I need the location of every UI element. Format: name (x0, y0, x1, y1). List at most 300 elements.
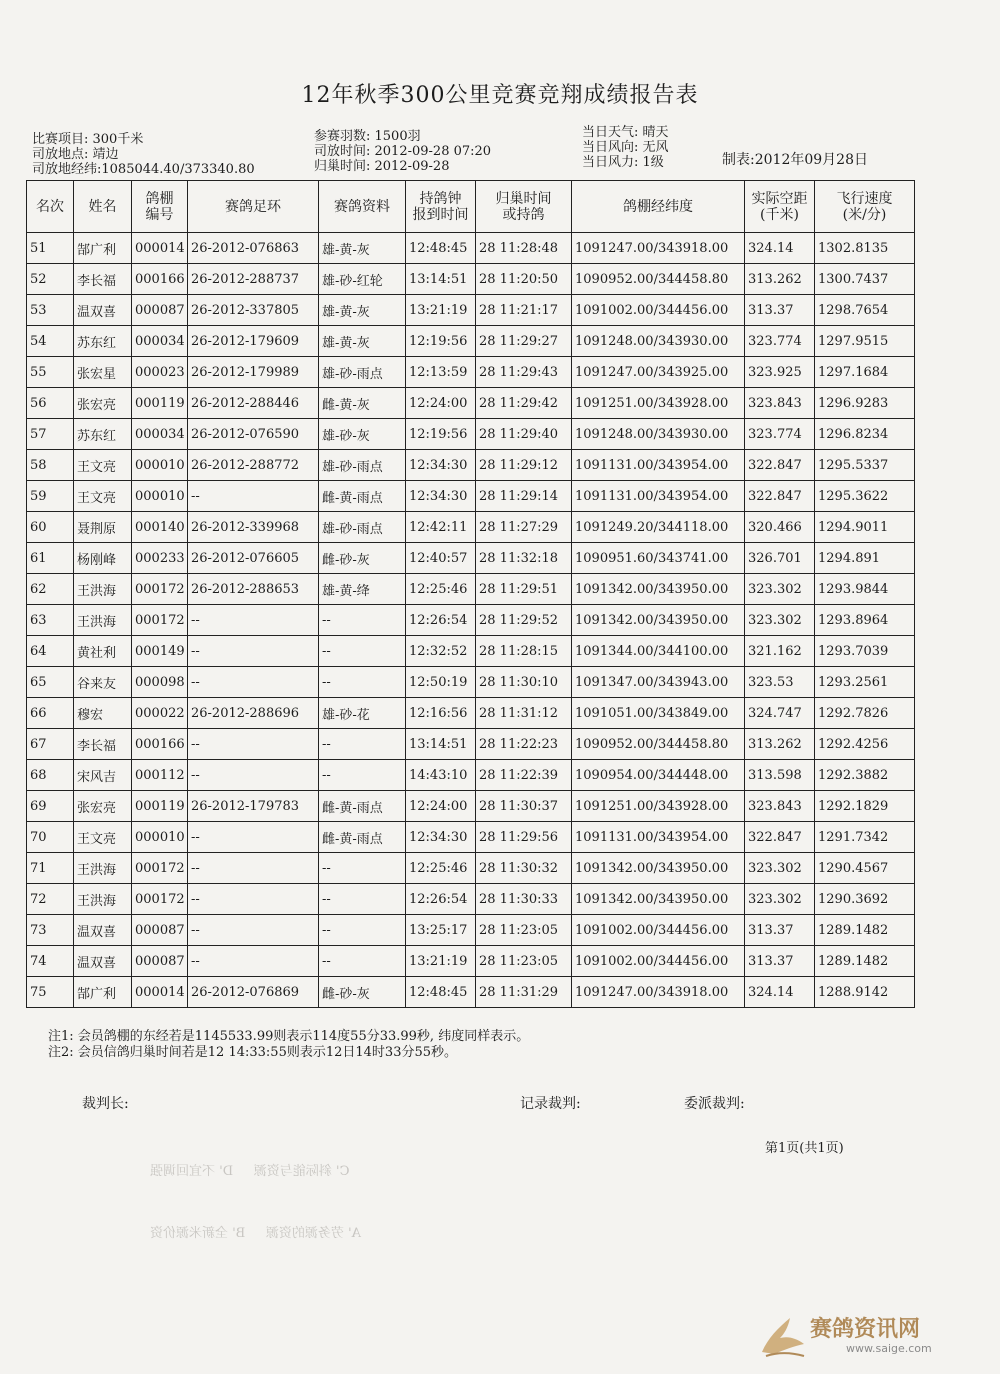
column-header: 赛鸽足环 (188, 181, 319, 233)
table-cell: 张宏亮 (74, 791, 132, 822)
watermark-url: www.saige.com (846, 1342, 932, 1355)
table-cell: 王洪海 (74, 574, 132, 605)
release-place: 司放地点: 靖边 (32, 147, 119, 162)
table-cell: 65 (27, 667, 74, 698)
table-cell: 1288.9142 (815, 977, 915, 1008)
table-cell: 1091342.00/343950.00 (572, 574, 745, 605)
report-title: 12年秋季300公里竞赛竞翔成绩报告表 (301, 83, 699, 108)
table-cell: 000172 (132, 574, 188, 605)
table-cell: 1300.7437 (815, 264, 915, 295)
table-cell: 温双喜 (74, 295, 132, 326)
table-cell: 李长福 (74, 264, 132, 295)
table-cell: 1298.7654 (815, 295, 915, 326)
table-cell: 穆宏 (74, 698, 132, 729)
table-cell: 26-2012-288696 (188, 698, 319, 729)
table-cell: 66 (27, 698, 74, 729)
table-header-row (27, 181, 915, 233)
table-cell: 12:24:00 (406, 791, 476, 822)
table-cell: 55 (27, 357, 74, 388)
table-cell: 28 11:27:29 (476, 512, 572, 543)
release-coordinates: 司放地经纬:1085044.40/373340.80 (32, 162, 255, 177)
table-cell: 1295.3622 (815, 481, 915, 512)
table-cell: -- (319, 667, 406, 698)
table-cell: 1296.8234 (815, 419, 915, 450)
table-cell: 000087 (132, 946, 188, 977)
table-cell: 323.302 (745, 884, 815, 915)
table-cell: 326.701 (745, 543, 815, 574)
table-cell: 323.774 (745, 419, 815, 450)
table-cell: 1297.1684 (815, 357, 915, 388)
table-row (27, 791, 915, 822)
table-cell: -- (188, 915, 319, 946)
table-cell: 13:21:19 (406, 946, 476, 977)
table-cell: 000140 (132, 512, 188, 543)
table-cell: 张宏亮 (74, 388, 132, 419)
table-cell: 000014 (132, 233, 188, 264)
table-cell: 1297.9515 (815, 326, 915, 357)
table-cell: 28 11:29:40 (476, 419, 572, 450)
table-cell: -- (188, 884, 319, 915)
table-cell: 323.53 (745, 667, 815, 698)
table-cell: 12:24:00 (406, 388, 476, 419)
table-cell: 1090952.00/344458.80 (572, 264, 745, 295)
table-cell: -- (319, 605, 406, 636)
table-cell: 323.843 (745, 791, 815, 822)
table-cell: 12:42:11 (406, 512, 476, 543)
table-cell: 1090952.00/344458.80 (572, 729, 745, 760)
table-cell: 28 11:29:56 (476, 822, 572, 853)
table-cell: -- (319, 760, 406, 791)
table-cell: 28 11:30:37 (476, 791, 572, 822)
table-cell: -- (188, 729, 319, 760)
table-cell: 黄社利 (74, 636, 132, 667)
table-cell: 温双喜 (74, 915, 132, 946)
table-cell: 13:14:51 (406, 729, 476, 760)
table-cell: 1091248.00/343930.00 (572, 419, 745, 450)
table-cell: 1294.891 (815, 543, 915, 574)
table-cell: 75 (27, 977, 74, 1008)
table-row (27, 853, 915, 884)
entry-count: 参赛羽数: 1500羽 (314, 129, 421, 144)
table-cell: 1302.8135 (815, 233, 915, 264)
table-cell: 28 11:23:05 (476, 946, 572, 977)
table-cell: 000010 (132, 450, 188, 481)
table-cell: 1289.1482 (815, 946, 915, 977)
table-cell: 1091248.00/343930.00 (572, 326, 745, 357)
table-cell: 雄-黄-灰 (319, 233, 406, 264)
table-cell: -- (188, 605, 319, 636)
table-cell: 12:16:56 (406, 698, 476, 729)
table-cell: 67 (27, 729, 74, 760)
column-header: 赛鸽资料 (319, 181, 406, 233)
table-cell: 323.302 (745, 605, 815, 636)
table-cell: 000087 (132, 295, 188, 326)
table-row (27, 822, 915, 853)
table-cell: 1091251.00/343928.00 (572, 791, 745, 822)
table-cell: 324.747 (745, 698, 815, 729)
table-cell: 1294.9011 (815, 512, 915, 543)
table-row (27, 326, 915, 357)
table-cell: 28 11:29:42 (476, 388, 572, 419)
table-cell: 26-2012-288772 (188, 450, 319, 481)
table-cell: 1291.7342 (815, 822, 915, 853)
table-cell: 26-2012-179783 (188, 791, 319, 822)
table-cell: -- (188, 822, 319, 853)
table-cell: 323.302 (745, 574, 815, 605)
table-cell: 1295.5337 (815, 450, 915, 481)
table-cell: 雄-砂-花 (319, 698, 406, 729)
table-cell: 51 (27, 233, 74, 264)
table-cell: -- (188, 760, 319, 791)
table-cell: 26-2012-337805 (188, 295, 319, 326)
table-cell: 1090954.00/344448.00 (572, 760, 745, 791)
table-cell: 000149 (132, 636, 188, 667)
pigeon-logo-icon (758, 1308, 808, 1360)
table-cell: 322.847 (745, 450, 815, 481)
table-row (27, 295, 915, 326)
note-1: 注1: 会员鸽棚的东经若是1145533.99则表示114度55分33.99秒, 纬度同样表示。 (48, 1029, 530, 1044)
table-cell: 28 11:30:32 (476, 853, 572, 884)
table-cell: 26-2012-076863 (188, 233, 319, 264)
table-cell: 12:19:56 (406, 419, 476, 450)
table-cell: 雌-黄-灰 (319, 388, 406, 419)
table-cell: 1091247.00/343918.00 (572, 233, 745, 264)
table-cell: 郜广利 (74, 977, 132, 1008)
results-table (26, 180, 915, 1008)
table-cell: 12:48:45 (406, 233, 476, 264)
table-cell: 26-2012-288653 (188, 574, 319, 605)
table-cell: 321.162 (745, 636, 815, 667)
table-cell: -- (188, 667, 319, 698)
meta-time-info (314, 129, 491, 174)
table-body (27, 233, 915, 1008)
table-cell: 61 (27, 543, 74, 574)
table-cell: 1091247.00/343918.00 (572, 977, 745, 1008)
table-cell: 73 (27, 915, 74, 946)
recorder-judge-label: 记录裁判: (520, 1096, 581, 1112)
table-cell: 1091247.00/343925.00 (572, 357, 745, 388)
table-cell: 323.843 (745, 388, 815, 419)
table-cell: 313.37 (745, 295, 815, 326)
table-cell: 雌-黄-雨点 (319, 822, 406, 853)
table-row (27, 574, 915, 605)
table-cell: 苏东红 (74, 326, 132, 357)
column-header: 持鸽钟 报到时间 (406, 181, 476, 233)
show-through-text: C' 斜际能与资源 D' 不宜回调强 (150, 1164, 350, 1179)
wind-direction: 当日风向: 无风 (582, 140, 669, 155)
table-cell: 雄-砂-灰 (319, 419, 406, 450)
table-cell: 12:26:54 (406, 884, 476, 915)
column-header: 鸽棚经纬度 (572, 181, 745, 233)
table-cell: 28 11:28:48 (476, 233, 572, 264)
table-row (27, 946, 915, 977)
table-cell: -- (319, 636, 406, 667)
table-cell: 56 (27, 388, 74, 419)
table-cell: 1090951.60/343741.00 (572, 543, 745, 574)
table-cell: 雄-黄-灰 (319, 295, 406, 326)
table-row (27, 233, 915, 264)
table-row (27, 729, 915, 760)
table-cell: 64 (27, 636, 74, 667)
race-item: 比赛项目: 300千米 (32, 132, 144, 147)
table-cell: 1091051.00/343849.00 (572, 698, 745, 729)
table-cell: 313.37 (745, 915, 815, 946)
table-row (27, 698, 915, 729)
table-row (27, 667, 915, 698)
column-header: 名次 (27, 181, 74, 233)
table-cell: 68 (27, 760, 74, 791)
table-cell: 28 11:29:43 (476, 357, 572, 388)
release-time: 司放时间: 2012-09-28 07:20 (314, 144, 492, 159)
table-cell: 000119 (132, 791, 188, 822)
table-cell: 王洪海 (74, 853, 132, 884)
meta-race-info (32, 132, 255, 177)
site-watermark (758, 1308, 968, 1362)
table-row (27, 760, 915, 791)
table-cell: 26-2012-179989 (188, 357, 319, 388)
note-2: 注2: 会员信鸽归巢时间若是12 14:33:55则表示12日14时33分55秒。 (48, 1045, 458, 1060)
return-time: 归巢时间: 2012-09-28 (314, 159, 450, 174)
table-cell: 12:13:59 (406, 357, 476, 388)
table-cell: 58 (27, 450, 74, 481)
table-cell: 000010 (132, 481, 188, 512)
table-cell: 1293.2561 (815, 667, 915, 698)
table-cell: 28 11:21:17 (476, 295, 572, 326)
table-cell: 13:14:51 (406, 264, 476, 295)
table-cell: 313.37 (745, 946, 815, 977)
table-cell: 1293.7039 (815, 636, 915, 667)
table-cell: 雌-砂-灰 (319, 543, 406, 574)
table-cell: 雌-黄-雨点 (319, 791, 406, 822)
table-cell: 324.14 (745, 233, 815, 264)
table-cell: 000023 (132, 357, 188, 388)
table-cell: 李长福 (74, 729, 132, 760)
table-cell: 320.466 (745, 512, 815, 543)
notes (48, 1029, 529, 1061)
table-cell: 1091002.00/344456.00 (572, 946, 745, 977)
table-cell: 1091131.00/343954.00 (572, 481, 745, 512)
table-cell: 1091342.00/343950.00 (572, 853, 745, 884)
table-cell: 62 (27, 574, 74, 605)
table-cell: 000166 (132, 729, 188, 760)
table-cell: 000014 (132, 977, 188, 1008)
table-cell: 1292.7826 (815, 698, 915, 729)
table-cell: 雄-黄-绛 (319, 574, 406, 605)
table-cell: 59 (27, 481, 74, 512)
watermark-name: 赛鸽资讯网 (810, 1317, 921, 1342)
table-cell: 28 11:32:18 (476, 543, 572, 574)
table-row (27, 884, 915, 915)
table-cell: 28 11:22:23 (476, 729, 572, 760)
table-cell: 28 11:28:15 (476, 636, 572, 667)
table-cell: 13:21:19 (406, 295, 476, 326)
table-cell: 1292.3882 (815, 760, 915, 791)
table-cell: -- (319, 884, 406, 915)
table-cell: 000172 (132, 884, 188, 915)
table-cell: 000087 (132, 915, 188, 946)
table-cell: 1091131.00/343954.00 (572, 822, 745, 853)
table-cell: 王文亮 (74, 822, 132, 853)
table-cell: 12:26:54 (406, 605, 476, 636)
table-cell: 14:43:10 (406, 760, 476, 791)
table-cell: 1091002.00/344456.00 (572, 915, 745, 946)
table-cell: 王洪海 (74, 605, 132, 636)
table-cell: 12:34:30 (406, 481, 476, 512)
table-cell: 323.302 (745, 853, 815, 884)
table-cell: 12:34:30 (406, 450, 476, 481)
table-cell: 72 (27, 884, 74, 915)
table-cell: 28 11:22:39 (476, 760, 572, 791)
table-cell: 28 11:31:12 (476, 698, 572, 729)
table-cell: 1091347.00/343943.00 (572, 667, 745, 698)
table-row (27, 450, 915, 481)
table-cell: 1091342.00/343950.00 (572, 884, 745, 915)
table-cell: -- (319, 946, 406, 977)
table-cell: 王文亮 (74, 450, 132, 481)
weather: 当日天气: 晴天 (582, 125, 669, 140)
table-cell: 322.847 (745, 481, 815, 512)
table-cell: 26-2012-339968 (188, 512, 319, 543)
column-header: 鸽棚 编号 (132, 181, 188, 233)
table-cell: -- (319, 853, 406, 884)
table-cell: 1290.4567 (815, 853, 915, 884)
table-cell: 12:32:52 (406, 636, 476, 667)
table-cell: 28 11:30:33 (476, 884, 572, 915)
table-cell: 苏东红 (74, 419, 132, 450)
table-cell: 杨刚峰 (74, 543, 132, 574)
table-cell: 1292.4256 (815, 729, 915, 760)
table-row (27, 357, 915, 388)
table-cell: 1292.1829 (815, 791, 915, 822)
column-header: 实际空距 (千米) (745, 181, 815, 233)
table-cell: 12:40:57 (406, 543, 476, 574)
table-cell: 28 11:29:52 (476, 605, 572, 636)
table-cell: 28 11:29:27 (476, 326, 572, 357)
table-cell: 000034 (132, 419, 188, 450)
table-cell: 1091251.00/343928.00 (572, 388, 745, 419)
table-cell: 26-2012-288737 (188, 264, 319, 295)
table-cell: 雄-黄-灰 (319, 326, 406, 357)
table-row (27, 977, 915, 1008)
appointed-judge-label: 委派裁判: (684, 1096, 745, 1112)
table-cell: 63 (27, 605, 74, 636)
table-cell: 000098 (132, 667, 188, 698)
table-cell: 1091342.00/343950.00 (572, 605, 745, 636)
table-cell: 1091002.00/344456.00 (572, 295, 745, 326)
table-cell: 雄-砂-雨点 (319, 357, 406, 388)
show-through-text: A' 劳务源的资源 B' 全新米源价资 (150, 1226, 362, 1241)
table-cell: 王洪海 (74, 884, 132, 915)
table-cell: 28 11:29:51 (476, 574, 572, 605)
table-row (27, 512, 915, 543)
table-cell: 26-2012-076869 (188, 977, 319, 1008)
table-cell: 雄-砂-雨点 (319, 450, 406, 481)
table-cell: 张宏星 (74, 357, 132, 388)
column-header: 归巢时间 或持鸽 (476, 181, 572, 233)
table-cell: 53 (27, 295, 74, 326)
table-cell: 000166 (132, 264, 188, 295)
table-cell: 12:25:46 (406, 574, 476, 605)
table-cell: 60 (27, 512, 74, 543)
table-cell: 000022 (132, 698, 188, 729)
table-cell: 雄-砂-红轮 (319, 264, 406, 295)
table-cell: 313.262 (745, 264, 815, 295)
table-cell: 雌-砂-灰 (319, 977, 406, 1008)
table-cell: 323.774 (745, 326, 815, 357)
table-cell: 74 (27, 946, 74, 977)
table-cell: -- (188, 481, 319, 512)
table-row (27, 605, 915, 636)
chief-judge-label: 裁判长: (82, 1096, 129, 1112)
table-cell: 26-2012-076605 (188, 543, 319, 574)
table-cell: 52 (27, 264, 74, 295)
meta-weather-info (582, 125, 669, 170)
table-cell: 12:25:46 (406, 853, 476, 884)
table-cell: 000172 (132, 605, 188, 636)
table-cell: 313.262 (745, 729, 815, 760)
table-cell: 000172 (132, 853, 188, 884)
table-cell: 28 11:23:05 (476, 915, 572, 946)
table-cell: 000233 (132, 543, 188, 574)
table-cell: 28 11:20:50 (476, 264, 572, 295)
table-cell: 1091344.00/344100.00 (572, 636, 745, 667)
table-cell: 12:48:45 (406, 977, 476, 1008)
table-cell: 1091249.20/344118.00 (572, 512, 745, 543)
table-cell: 324.14 (745, 977, 815, 1008)
table-cell: 26-2012-288446 (188, 388, 319, 419)
table-cell: 322.847 (745, 822, 815, 853)
table-cell: 71 (27, 853, 74, 884)
table-cell: 57 (27, 419, 74, 450)
table-row (27, 388, 915, 419)
table-row (27, 636, 915, 667)
table-cell: 12:19:56 (406, 326, 476, 357)
page-number: 第1页(共1页) (765, 1141, 844, 1156)
table-row (27, 481, 915, 512)
table-cell: 323.925 (745, 357, 815, 388)
table-cell: 12:50:19 (406, 667, 476, 698)
table-cell: 54 (27, 326, 74, 357)
table-cell: 王文亮 (74, 481, 132, 512)
table-cell: -- (188, 636, 319, 667)
table-cell: -- (319, 729, 406, 760)
table-cell: -- (188, 853, 319, 884)
table-cell: 000034 (132, 326, 188, 357)
table-cell: 郜广利 (74, 233, 132, 264)
table-cell: 000010 (132, 822, 188, 853)
wind-force: 当日风力: 1级 (582, 155, 664, 170)
table-cell: 1091131.00/343954.00 (572, 450, 745, 481)
table-cell: 1293.8964 (815, 605, 915, 636)
table-cell: 26-2012-179609 (188, 326, 319, 357)
table-cell: 1293.9844 (815, 574, 915, 605)
table-cell: 1290.3692 (815, 884, 915, 915)
table-cell: 1296.9283 (815, 388, 915, 419)
table-cell: 28 11:30:10 (476, 667, 572, 698)
table-cell: 宋风吉 (74, 760, 132, 791)
table-cell: 70 (27, 822, 74, 853)
table-row (27, 915, 915, 946)
table-cell: 000112 (132, 760, 188, 791)
table-cell: 26-2012-076590 (188, 419, 319, 450)
table-cell: 谷来友 (74, 667, 132, 698)
table-row (27, 543, 915, 574)
table-cell: -- (319, 915, 406, 946)
column-header: 飞行速度 (米/分) (815, 181, 915, 233)
table-cell: 28 11:29:14 (476, 481, 572, 512)
table-row (27, 419, 915, 450)
table-cell: 聂荆原 (74, 512, 132, 543)
